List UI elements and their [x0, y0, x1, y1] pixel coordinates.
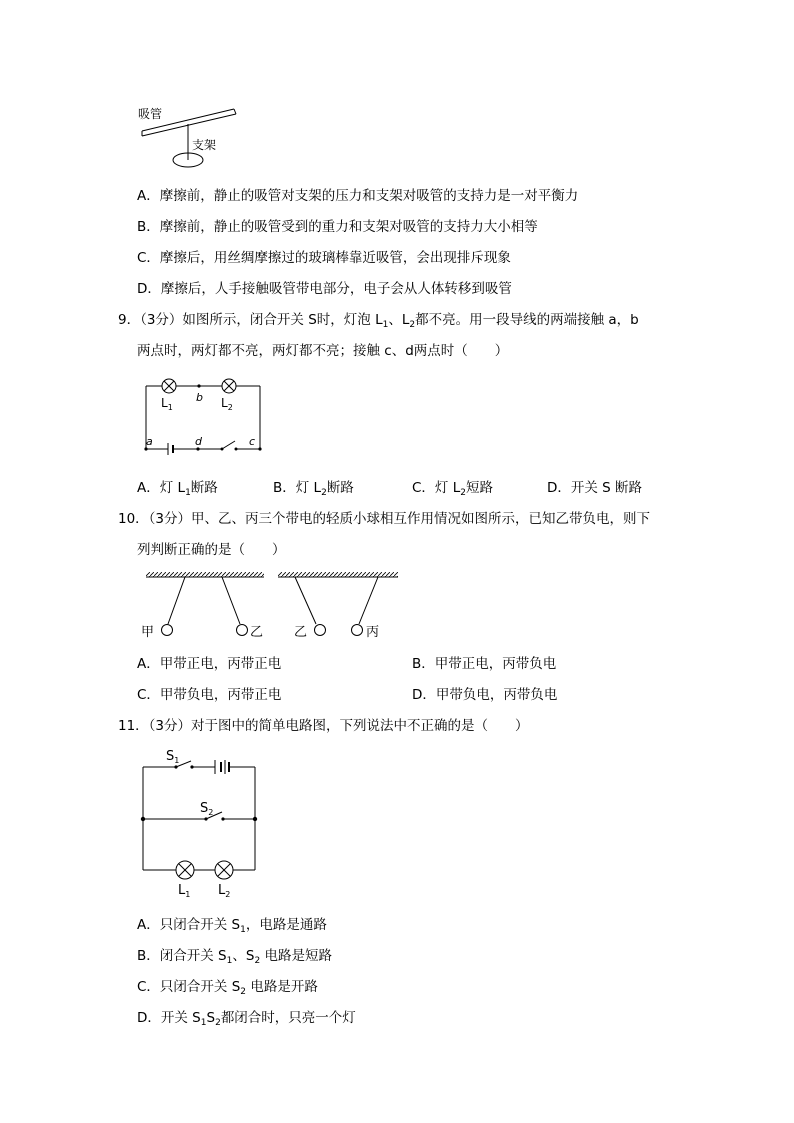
q9-stem-line2: 两点时，两灯都不亮，两灯都不亮；接触 c、d两点时（ ） [137, 343, 509, 359]
q11-stem: 11．（3分）对于图中的简单电路图，下列说法中不正确的是（ ） [118, 718, 529, 734]
q10-charged-balls-figure [138, 568, 408, 646]
label-S2: $S_2$ [200, 801, 214, 817]
q9-option-c: C．灯 $L_2$短路 [412, 480, 493, 498]
label-yi-2: 乙 [294, 625, 308, 640]
q8-option-a: A．摩擦前，静止的吸管对支架的压力和支架对吸管的支持力是一对平衡力 [137, 188, 579, 204]
q8-option-c: C．摩擦后，用丝绸摩擦过的玻璃棒靠近吸管，会出现排斥现象 [137, 250, 511, 266]
label-jia: 甲 [141, 625, 155, 640]
q9-circuit-figure [138, 378, 268, 458]
q9-option-d: D．开关 S 断路 [547, 480, 643, 496]
node-c [258, 447, 261, 450]
q9-option-a: A．灯 $L_1$断路 [137, 480, 218, 498]
node-b [197, 384, 200, 387]
label-bing: 丙 [366, 625, 380, 640]
label-c: c [249, 435, 256, 448]
label-a: a [146, 435, 153, 448]
label-stand: 支架 [192, 138, 217, 152]
q10-option-c: C．甲带负电，丙带正电 [137, 687, 282, 703]
q11-option-a: A．只闭合开关 $S_1$，电路是通路 [137, 917, 327, 935]
q10-option-b: B．甲带正电，丙带负电 [412, 656, 557, 672]
q11-option-b: B．闭合开关 $S_1$、$S_2$ 电路是短路 [137, 948, 332, 966]
label-b: b [196, 391, 203, 404]
label-L1: $L_1$ [178, 883, 191, 899]
q8-option-d: D．摩擦后，人手接触吸管带电部分，电子会从人体转移到吸管 [137, 281, 512, 297]
q9-stem-line1: 9．（3分）如图所示，闭合开关 S时，灯泡 $L_1$、$L_2$都不亮。用一段导线的两端接触 a，b [118, 312, 639, 330]
q11-circuit-figure [138, 746, 263, 902]
q11-option-c: C．只闭合开关 $S_2$ 电路是开路 [137, 979, 318, 997]
q10-option-a: A．甲带正电，丙带正电 [137, 656, 282, 672]
label-yi-1: 乙 [250, 625, 264, 640]
straw-stand-figure [130, 100, 250, 175]
label-L1: $L_1$ [161, 396, 173, 412]
q9-option-b: B．灯 $L_2$断路 [273, 480, 354, 498]
q10-option-d: D．甲带负电，丙带负电 [412, 687, 558, 703]
q10-stem-line1: 10．（3分）甲、乙、丙三个带电的轻质小球相互作用情况如图所示，已知乙带负电，则下 [118, 511, 651, 527]
q8-option-b: B．摩擦前，静止的吸管受到的重力和支架对吸管的支持力大小相等 [137, 219, 538, 235]
label-d: d [195, 435, 202, 448]
q11-option-d: D．开关 $S_1S_2$都闭合时，只亮一个灯 [137, 1010, 356, 1028]
label-L2: $L_2$ [221, 396, 233, 412]
label-tube: 吸管 [138, 107, 163, 121]
q10-stem-line2: 列判断正确的是（ ） [137, 542, 286, 558]
label-L2: $L_2$ [218, 883, 231, 899]
label-S1: $S_1$ [166, 749, 180, 765]
